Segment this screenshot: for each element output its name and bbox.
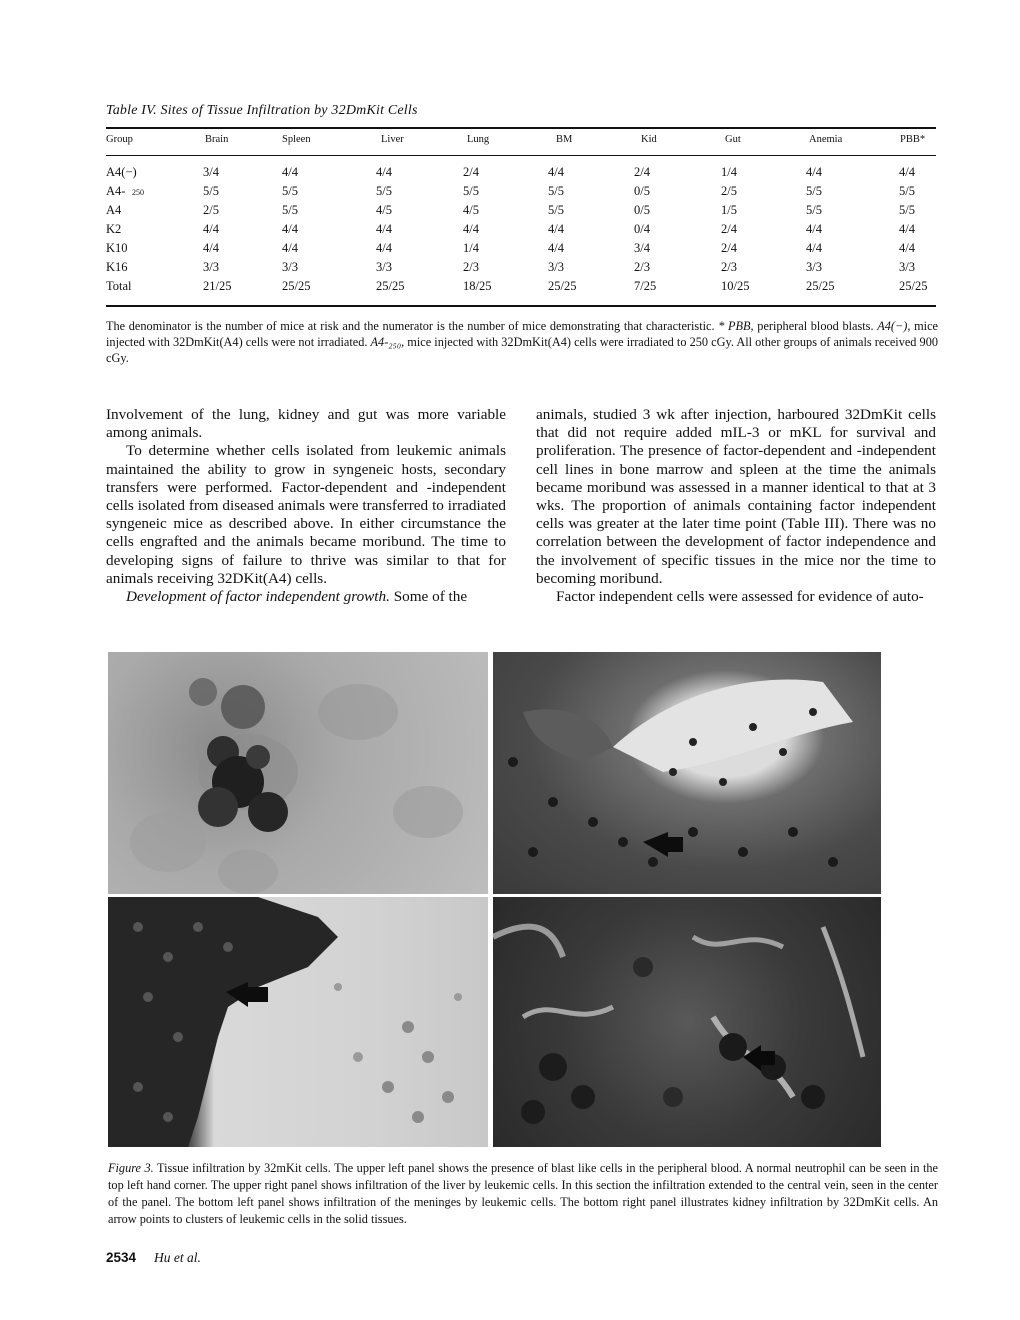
table-cell: 2/3 (721, 260, 737, 274)
group-cell: Total (106, 279, 132, 293)
table-cell: 21/25 (203, 279, 232, 293)
figure-panel-kidney (493, 897, 881, 1147)
table-header-rule (106, 155, 936, 156)
table-cell: 5/5 (806, 203, 822, 217)
table-cell: 3/4 (634, 241, 650, 255)
table-cell: 4/4 (376, 222, 392, 236)
table-cell: 18/25 (463, 279, 492, 293)
table-cell: 25/25 (376, 279, 405, 293)
table-cell: 4/4 (463, 222, 479, 236)
table-cell: 4/4 (203, 222, 219, 236)
table-cell: 1/5 (721, 203, 737, 217)
table-row (106, 165, 936, 184)
table-cell: 4/4 (548, 241, 564, 255)
table-cell: 4/5 (376, 203, 392, 217)
header-cell: BM (556, 134, 573, 145)
arrow-icon (643, 832, 683, 857)
table-cell: 3/3 (203, 260, 219, 274)
table-cell: 0/4 (634, 222, 650, 236)
footnote-term: A4-₂₅₀, (370, 335, 405, 349)
footnote-text: mice injected with 32DmKit(A4) cells were not irradiated. (106, 319, 938, 349)
table-cell: 2/4 (463, 165, 479, 179)
table-row (106, 260, 936, 279)
figure-panel-peripheral-blood (108, 652, 488, 894)
table-bottom-rule (106, 305, 936, 307)
table-cell: 7/25 (634, 279, 657, 293)
table-cell: 4/4 (548, 165, 564, 179)
figure-caption (108, 1160, 938, 1228)
table-cell: 4/4 (899, 222, 915, 236)
table-cell: 4/4 (282, 165, 298, 179)
table-cell: 3/3 (282, 260, 298, 274)
table-cell: 3/3 (376, 260, 392, 274)
table-cell: 25/25 (282, 279, 311, 293)
table-cell: 25/25 (899, 279, 928, 293)
table-cell: 5/5 (282, 184, 298, 198)
header-cell: PBB* (900, 134, 926, 145)
figure-label: Figure 3. (108, 1161, 154, 1175)
table-row (106, 241, 936, 260)
table-cell: 5/5 (548, 203, 564, 217)
table-cell: 5/5 (899, 203, 915, 217)
table-body (106, 165, 936, 298)
table-cell: 2/4 (721, 241, 737, 255)
table-cell: 4/4 (899, 241, 915, 255)
table-cell: 2/4 (634, 165, 650, 179)
table-cell: 4/4 (806, 165, 822, 179)
paragraph (106, 588, 506, 606)
paragraph: Factor independent cells were assessed for evidence of auto- (556, 588, 924, 606)
right-column (536, 406, 936, 606)
table-row (106, 203, 936, 222)
table-row (106, 279, 936, 298)
running-head: Hu et al. (154, 1250, 201, 1265)
table-title: Table IV. Sites of Tissue Infiltration by 32DmKit Cells (106, 103, 418, 118)
table-cell: 5/5 (899, 184, 915, 198)
group-cell: A4- (106, 184, 126, 198)
header-cell: Brain (205, 134, 229, 145)
table-cell: 2/3 (463, 260, 479, 274)
group-cell: K16 (106, 260, 128, 274)
footnote-term: A4(−), (877, 319, 911, 333)
group-cell: K10 (106, 241, 128, 255)
footnote-text: mice injected with 32DmKit(A4) cells were irradiated to 250 cGy. All other groups of animals received 900 cGy. (106, 335, 938, 365)
section-heading: Development of factor independent growth. (126, 588, 390, 606)
header-cell: Spleen (282, 134, 311, 145)
paragraph: To determine whether cells isolated from leukemic animals maintained the ability to grow in syngeneic hosts, secondary transfers were performed. Factor-dependent and -independent cells isolated from diseased animals were transferred to irradiated syngeneic mice as described above. In either circumstance the cells engrafted and the animals became moribund. The time to developing signs of failure to thrive was similar to that for animals receiving 32DKit(A4) cells. (106, 442, 506, 587)
table-cell: 4/4 (376, 241, 392, 255)
table-cell: 2/5 (721, 184, 737, 198)
table-header-row (106, 134, 936, 156)
group-cell: A4 (106, 203, 122, 217)
table-cell: 5/5 (282, 203, 298, 217)
header-cell: Lung (467, 134, 490, 145)
table-top-rule (106, 127, 936, 129)
panel-illustration (108, 652, 488, 894)
table-cell: 5/5 (806, 184, 822, 198)
table-cell: 3/3 (899, 260, 915, 274)
footnote-text: peripheral blood blasts. (753, 319, 878, 333)
table-cell: 10/25 (721, 279, 750, 293)
caption-text: Tissue infiltration by 32mKit cells. The upper left panel shows the presence of blast like cells in the peripheral blood. A normal neutrophil can be seen in the top left hand corner. The upper right panel shows infiltration of the liver by leukemic cells. In this section the infiltration extended to the central vein, seen in the center of the panel. The bottom left panel shows infiltration of the meninges by leukemic cells. The bottom right panel illustrates kidney infiltration by 32DmKit cells. An arrow points to clusters of leukemic cells in the solid tissues. (108, 1161, 938, 1226)
header-cell: Gut (725, 134, 741, 145)
header-cell: Anemia (809, 134, 843, 145)
table-cell: 4/4 (282, 222, 298, 236)
header-cell: Group (106, 134, 133, 145)
group-subscript: 250 (132, 188, 144, 197)
table-cell: 4/4 (203, 241, 219, 255)
header-cell: Liver (381, 134, 404, 145)
table-cell: 3/3 (548, 260, 564, 274)
table-cell: 4/4 (806, 222, 822, 236)
table-cell: 3/4 (203, 165, 219, 179)
table-cell: 0/5 (634, 184, 650, 198)
group-cell: K2 (106, 222, 122, 236)
table-cell: 4/4 (548, 222, 564, 236)
figure-panel-meninges (108, 897, 488, 1147)
table-cell: 5/5 (463, 184, 479, 198)
panel-illustration (108, 897, 488, 1147)
footnote-text: The denominator is the number of mice at risk and the numerator is the number of mice demonstrating that characteristic. (106, 319, 719, 333)
table-cell: 25/25 (806, 279, 835, 293)
paragraph: Involvement of the lung, kidney and gut was more variable among animals. (106, 406, 506, 442)
table-cell: 4/4 (806, 241, 822, 255)
header-cell: Kid (641, 134, 657, 145)
panel-illustration (493, 897, 881, 1147)
left-column (106, 406, 506, 606)
group-cell: A4(−) (106, 165, 137, 179)
table-footnote (106, 318, 938, 366)
table-cell: 25/25 (548, 279, 577, 293)
table-cell: 1/4 (721, 165, 737, 179)
table-cell: 4/4 (899, 165, 915, 179)
table-cell: 4/5 (463, 203, 479, 217)
table-cell: 2/3 (634, 260, 650, 274)
paragraph: animals, studied 3 wk after injection, harboured 32DmKit cells that did not require added mIL-3 or mKL for survival and proliferation. The presence of factor-dependent and -independent cell lines in bone marrow and spleen at the time the animals became moribund was assessed in a manner identical to that at 3 wks. The proportion of animals containing factor independent cells was greater at the later time point (Table III). There was no correlation between the development of factor independence and the involvement of specific tissues in the mice nor the time to becoming moribund. (536, 406, 936, 587)
table-cell: 2/5 (203, 203, 219, 217)
table-cell: 1/4 (463, 241, 479, 255)
table-cell: 4/4 (282, 241, 298, 255)
table-row (106, 222, 936, 241)
table-cell: 0/5 (634, 203, 650, 217)
table-cell: 5/5 (376, 184, 392, 198)
data-table (106, 134, 936, 298)
footnote-term: * PBB, (718, 319, 754, 333)
figure-panel-liver (493, 652, 881, 894)
table-cell: 5/5 (548, 184, 564, 198)
table-cell: 5/5 (203, 184, 219, 198)
paragraph-text: Some of the (389, 588, 468, 606)
page-number: 2534 (106, 1250, 137, 1265)
table-row (106, 184, 936, 203)
table-cell: 2/4 (721, 222, 737, 236)
panel-illustration (493, 652, 881, 894)
table-cell: 3/3 (806, 260, 822, 274)
table-cell: 4/4 (376, 165, 392, 179)
page-footer (106, 1250, 201, 1266)
